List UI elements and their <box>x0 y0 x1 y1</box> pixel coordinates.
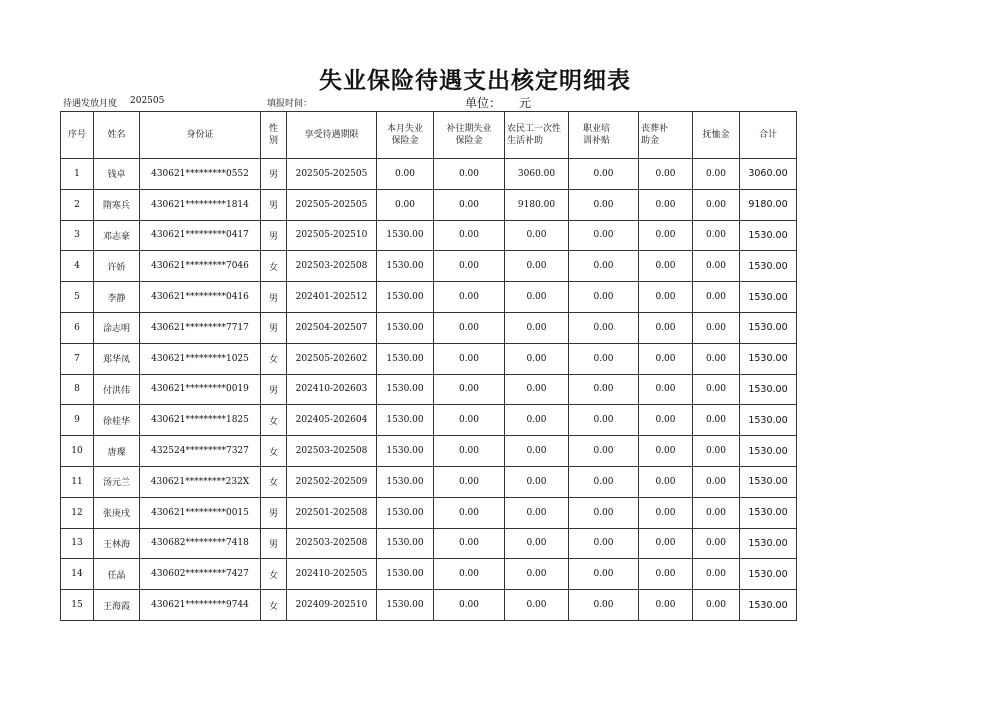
table-cell: 徐桂华 <box>94 405 140 436</box>
table-cell: 0.00 <box>693 220 740 251</box>
table-cell: 1530.00 <box>740 282 797 313</box>
table-cell: 1530.00 <box>740 590 797 621</box>
table-cell: 430621*********0019 <box>140 374 261 405</box>
table-cell: 0.00 <box>569 466 639 497</box>
table-row <box>61 159 797 190</box>
table-cell: 430621*********0417 <box>140 220 261 251</box>
table-cell: 女 <box>261 343 287 374</box>
table-cell: 0.00 <box>434 189 505 220</box>
col-header: 抚恤金 <box>693 112 740 159</box>
table-cell: 0.00 <box>639 590 693 621</box>
table-cell: 任晶 <box>94 559 140 590</box>
table-cell: 1530.00 <box>740 343 797 374</box>
header-row <box>61 112 797 159</box>
table-cell: 0.00 <box>693 466 740 497</box>
table-cell: 1530.00 <box>377 528 434 559</box>
table-cell: 0.00 <box>693 251 740 282</box>
payout-month-value: 202505 <box>130 96 165 106</box>
table-cell: 1530.00 <box>377 559 434 590</box>
table-cell: 女 <box>261 559 287 590</box>
table-cell: 430621*********1825 <box>140 405 261 436</box>
table-cell: 0.00 <box>639 159 693 190</box>
table-cell: 0.00 <box>434 405 505 436</box>
table-cell: 付洪伟 <box>94 374 140 405</box>
table-cell: 1530.00 <box>740 312 797 343</box>
table-cell: 430621*********7046 <box>140 251 261 282</box>
table-cell: 6 <box>61 312 94 343</box>
table-cell: 202410-202505 <box>287 559 377 590</box>
table-cell: 0.00 <box>693 497 740 528</box>
table-cell: 202410-202603 <box>287 374 377 405</box>
table-cell: 202503-202508 <box>287 528 377 559</box>
table-cell: 0.00 <box>434 559 505 590</box>
table-cell: 15 <box>61 590 94 621</box>
table-cell: 男 <box>261 220 287 251</box>
table-cell: 0.00 <box>693 405 740 436</box>
table-cell: 0.00 <box>434 497 505 528</box>
table-cell: 女 <box>261 436 287 467</box>
col-header: 补往期失业保险金 <box>434 112 505 159</box>
col-header: 享受待遇期限 <box>287 112 377 159</box>
table-cell: 1530.00 <box>740 497 797 528</box>
table-cell: 202502-202509 <box>287 466 377 497</box>
col-header: 本月失业保险金 <box>377 112 434 159</box>
table-cell: 202405-202604 <box>287 405 377 436</box>
table-cell: 张庚戌 <box>94 497 140 528</box>
table-cell: 1530.00 <box>377 251 434 282</box>
table-cell: 0.00 <box>434 590 505 621</box>
table-cell: 0.00 <box>505 528 569 559</box>
table-cell: 男 <box>261 374 287 405</box>
table-cell: 0.00 <box>639 189 693 220</box>
table-cell: 1530.00 <box>377 466 434 497</box>
table-cell: 432524*********7327 <box>140 436 261 467</box>
table-cell: 1530.00 <box>740 405 797 436</box>
table-cell: 1 <box>61 159 94 190</box>
table-cell: 1530.00 <box>740 466 797 497</box>
table-cell: 隋寒兵 <box>94 189 140 220</box>
table-cell: 王林海 <box>94 528 140 559</box>
table-cell: 0.00 <box>505 220 569 251</box>
table-cell: 男 <box>261 497 287 528</box>
table-cell: 男 <box>261 159 287 190</box>
table-cell: 9180.00 <box>505 189 569 220</box>
table-cell: 0.00 <box>505 312 569 343</box>
table-cell: 0.00 <box>505 436 569 467</box>
table-cell: 202501-202508 <box>287 497 377 528</box>
table-cell: 0.00 <box>434 251 505 282</box>
table-row <box>61 436 797 467</box>
table-cell: 0.00 <box>505 466 569 497</box>
table-cell: 12 <box>61 497 94 528</box>
table-cell: 0.00 <box>693 436 740 467</box>
table-row <box>61 466 797 497</box>
table-cell: 8 <box>61 374 94 405</box>
table-cell: 1530.00 <box>377 590 434 621</box>
table-cell: 0.00 <box>434 466 505 497</box>
table-cell: 李静 <box>94 282 140 313</box>
table-cell: 9 <box>61 405 94 436</box>
table-cell: 男 <box>261 312 287 343</box>
table-cell: 1530.00 <box>740 374 797 405</box>
table-row <box>61 497 797 528</box>
table-cell: 0.00 <box>434 374 505 405</box>
table-cell: 430621*********0416 <box>140 282 261 313</box>
table-cell: 男 <box>261 528 287 559</box>
table-row <box>61 312 797 343</box>
table-cell: 0.00 <box>434 528 505 559</box>
table-cell: 1530.00 <box>377 343 434 374</box>
table-cell: 0.00 <box>434 343 505 374</box>
col-header: 丧葬补助金 <box>639 112 693 159</box>
table-cell: 0.00 <box>569 282 639 313</box>
table-cell: 0.00 <box>377 159 434 190</box>
table-cell: 0.00 <box>434 220 505 251</box>
table-cell: 0.00 <box>639 436 693 467</box>
col-header: 农民工一次性生活补助 <box>505 112 569 159</box>
table-cell: 202503-202508 <box>287 251 377 282</box>
table-row <box>61 220 797 251</box>
table-cell: 430621*********7717 <box>140 312 261 343</box>
table-cell: 202409-202510 <box>287 590 377 621</box>
table-cell: 0.00 <box>639 312 693 343</box>
col-header: 身份证 <box>140 112 261 159</box>
table-row <box>61 405 797 436</box>
table-cell: 0.00 <box>569 343 639 374</box>
table-cell: 0.00 <box>693 312 740 343</box>
table-cell: 1530.00 <box>377 405 434 436</box>
table-cell: 13 <box>61 528 94 559</box>
payout-month-label: 待遇发放月度 <box>63 99 118 109</box>
table-cell: 郑华凤 <box>94 343 140 374</box>
table-cell: 女 <box>261 590 287 621</box>
table-cell: 0.00 <box>569 559 639 590</box>
table-cell: 202505-202602 <box>287 343 377 374</box>
table-cell: 唐璨 <box>94 436 140 467</box>
table-cell: 3060.00 <box>740 159 797 190</box>
table-cell: 430621*********0015 <box>140 497 261 528</box>
table-cell: 0.00 <box>505 590 569 621</box>
table-cell: 202505-202505 <box>287 189 377 220</box>
fill-time-label: 填报时间： <box>267 99 313 109</box>
table-cell: 1530.00 <box>377 282 434 313</box>
page-title: 失业保险待遇支出核定明细表 <box>319 68 631 94</box>
table-cell: 0.00 <box>639 282 693 313</box>
table-cell: 0.00 <box>434 312 505 343</box>
table-cell: 1530.00 <box>377 497 434 528</box>
table-cell: 0.00 <box>434 159 505 190</box>
table-cell: 5 <box>61 282 94 313</box>
table-cell: 7 <box>61 343 94 374</box>
table-cell: 0.00 <box>639 466 693 497</box>
table-cell: 202504-202507 <box>287 312 377 343</box>
table-cell: 430621*********232X <box>140 466 261 497</box>
table-cell: 1530.00 <box>740 436 797 467</box>
table-cell: 430682*********7418 <box>140 528 261 559</box>
table-row <box>61 590 797 621</box>
table-cell: 3 <box>61 220 94 251</box>
table-cell: 0.00 <box>505 374 569 405</box>
table-cell: 女 <box>261 251 287 282</box>
table-cell: 0.00 <box>505 497 569 528</box>
table-row <box>61 343 797 374</box>
table-cell: 钱卓 <box>94 159 140 190</box>
table-cell: 王海霞 <box>94 590 140 621</box>
table-cell: 430621*********9744 <box>140 590 261 621</box>
table-cell: 男 <box>261 282 287 313</box>
table-cell: 0.00 <box>639 343 693 374</box>
table-cell: 许娇 <box>94 251 140 282</box>
table-cell: 4 <box>61 251 94 282</box>
table-cell: 0.00 <box>569 405 639 436</box>
table-cell: 0.00 <box>569 251 639 282</box>
table-cell: 0.00 <box>569 374 639 405</box>
table-cell: 202505-202505 <box>287 159 377 190</box>
table-cell: 0.00 <box>639 528 693 559</box>
table-cell: 11 <box>61 466 94 497</box>
table-row <box>61 189 797 220</box>
table-cell: 0.00 <box>639 251 693 282</box>
table-cell: 0.00 <box>569 220 639 251</box>
table-cell: 0.00 <box>569 528 639 559</box>
table-cell: 430621*********1025 <box>140 343 261 374</box>
col-header: 职业培训补贴 <box>569 112 639 159</box>
table-cell: 0.00 <box>693 374 740 405</box>
table-cell: 0.00 <box>693 559 740 590</box>
table-cell: 430621*********0552 <box>140 159 261 190</box>
table-cell: 3060.00 <box>505 159 569 190</box>
col-header: 姓名 <box>94 112 140 159</box>
table-cell: 1530.00 <box>740 220 797 251</box>
table-cell: 0.00 <box>569 189 639 220</box>
table-cell: 0.00 <box>693 590 740 621</box>
table-cell: 1530.00 <box>377 220 434 251</box>
table-cell: 0.00 <box>569 436 639 467</box>
table-cell: 女 <box>261 466 287 497</box>
table-row <box>61 559 797 590</box>
table-cell: 女 <box>261 405 287 436</box>
table-row <box>61 282 797 313</box>
table-cell: 汤元兰 <box>94 466 140 497</box>
table-cell: 0.00 <box>434 436 505 467</box>
unit-label: 单位： <box>465 96 502 110</box>
table-cell: 0.00 <box>505 405 569 436</box>
table-cell: 9180.00 <box>740 189 797 220</box>
table-cell: 0.00 <box>505 251 569 282</box>
table-cell: 2 <box>61 189 94 220</box>
table-row <box>61 251 797 282</box>
table-cell: 430621*********1814 <box>140 189 261 220</box>
table-row <box>61 528 797 559</box>
table-cell: 0.00 <box>639 497 693 528</box>
table-cell: 0.00 <box>569 312 639 343</box>
table-cell: 202401-202512 <box>287 282 377 313</box>
table-cell: 0.00 <box>693 189 740 220</box>
table-cell: 0.00 <box>569 159 639 190</box>
table-cell: 0.00 <box>639 405 693 436</box>
table-cell: 邓志豪 <box>94 220 140 251</box>
col-header: 性别 <box>261 112 287 159</box>
table-cell: 0.00 <box>569 497 639 528</box>
table-cell: 0.00 <box>693 528 740 559</box>
table-cell: 0.00 <box>569 590 639 621</box>
table-cell: 涂志明 <box>94 312 140 343</box>
table-cell: 0.00 <box>639 559 693 590</box>
table-cell: 0.00 <box>693 343 740 374</box>
table-cell: 1530.00 <box>377 312 434 343</box>
table-cell: 0.00 <box>639 220 693 251</box>
table-cell: 1530.00 <box>377 374 434 405</box>
table-cell: 1530.00 <box>377 436 434 467</box>
table-cell: 0.00 <box>639 374 693 405</box>
table-cell: 1530.00 <box>740 251 797 282</box>
table-cell: 430602*********7427 <box>140 559 261 590</box>
table-cell: 0.00 <box>377 189 434 220</box>
table-cell: 0.00 <box>434 282 505 313</box>
table-cell: 0.00 <box>505 282 569 313</box>
table-cell: 0.00 <box>505 343 569 374</box>
col-header: 序号 <box>61 112 94 159</box>
unit-value: 元 <box>519 96 532 110</box>
table-cell: 1530.00 <box>740 559 797 590</box>
benefit-detail-table <box>60 111 797 621</box>
table-cell: 0.00 <box>693 159 740 190</box>
table-row <box>61 374 797 405</box>
table-cell: 202503-202508 <box>287 436 377 467</box>
table-cell: 男 <box>261 189 287 220</box>
table-cell: 0.00 <box>505 559 569 590</box>
table-cell: 0.00 <box>693 282 740 313</box>
table-cell: 10 <box>61 436 94 467</box>
table-cell: 14 <box>61 559 94 590</box>
col-header: 合计 <box>740 112 797 159</box>
table-cell: 1530.00 <box>740 528 797 559</box>
table-cell: 202505-202510 <box>287 220 377 251</box>
